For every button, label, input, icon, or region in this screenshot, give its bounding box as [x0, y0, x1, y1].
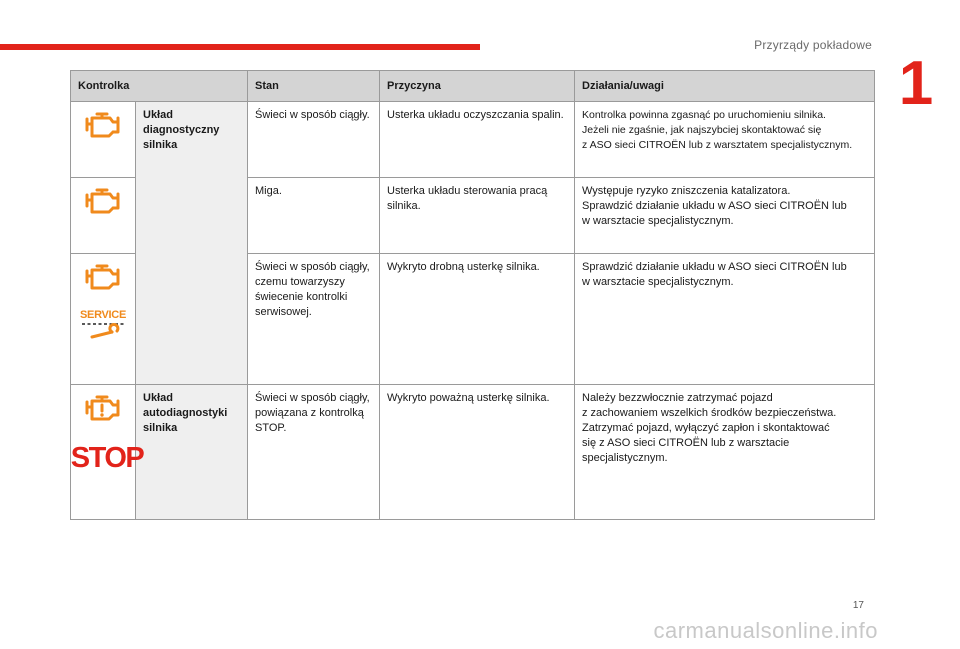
- icon-cell: [71, 102, 136, 178]
- table-row: [71, 385, 875, 520]
- stop-label: STOP: [70, 442, 144, 474]
- action-cell: Sprawdzić działanie układu w ASO sieci CITROËN lub w warsztacie specjalistycznym.: [575, 254, 875, 385]
- chapter-title: Przyrządy pokładowe: [754, 38, 872, 52]
- page-number: 17: [852, 600, 864, 611]
- engine-warning-icon: [82, 184, 124, 218]
- system-label-engine-autodiagnostic: Układ autodiagnostyki silnika: [136, 385, 248, 520]
- icon-cell: [71, 254, 136, 385]
- table-row: [71, 102, 875, 178]
- header-indicator: Kontrolka: [71, 71, 248, 102]
- cause-cell: Wykryto drobną usterkę silnika.: [380, 254, 575, 385]
- cause-cell: Usterka układu sterowania pracą silnika.: [380, 178, 575, 254]
- header-state: Stan: [248, 71, 380, 102]
- service-label: SERVICE: [80, 309, 126, 321]
- cause-cell: Wykryto poważną usterkę silnika.: [380, 385, 575, 520]
- state-cell: Miga.: [248, 178, 380, 254]
- action-cell: Należy bezzwłocznie zatrzymać pojazd z zachowaniem wszelkich środków bezpieczeństwa. Zatrzymać pojazd, wyłączyć zapłon i skontaktować się z ASO sieci CITROËN lub z warsztacie specjalistycznym.: [575, 385, 875, 520]
- chapter-number: 1: [898, 49, 934, 118]
- state-cell: Świeci w sposób ciągły, czemu towarzyszy świecenie kontrolki serwisowej.: [248, 254, 380, 385]
- engine-warning-icon: [82, 260, 124, 294]
- stop-warning-icon: [70, 441, 144, 474]
- icon-cell: [71, 178, 136, 254]
- watermark: carmanualsonline.info: [653, 618, 878, 643]
- engine-autodiagnostic-icon: [82, 391, 124, 425]
- service-wrench-icon: [78, 308, 128, 344]
- system-label-engine-diagnostic: Układ diagnostyczny silnika: [136, 102, 248, 385]
- engine-warning-icon: [82, 108, 124, 142]
- state-cell: Świeci w sposób ciągły.: [248, 102, 380, 178]
- chapter-accent-bar: [0, 44, 480, 50]
- icon-cell: [70, 385, 144, 520]
- state-cell: Świeci w sposób ciągły, powiązana z kontrolką STOP.: [248, 385, 380, 520]
- header-action: Działania/uwagi: [575, 71, 875, 102]
- table-header-row: [71, 71, 875, 102]
- action-cell: Występuje ryzyko zniszczenia katalizatora. Sprawdzić działanie układu w ASO sieci CITROËN lub w warsztacie specjalistycznym.: [575, 178, 875, 254]
- header-cause: Przyczyna: [380, 71, 575, 102]
- action-cell: Kontrolka powinna zgasnąć po uruchomieniu silnika. Jeżeli nie zgaśnie, jak najszybciej skontaktować się z ASO sieci CITROËN lub z warsztatem specjalistycznym.: [575, 102, 875, 178]
- indicator-table: [70, 70, 875, 520]
- cause-cell: Usterka układu oczyszczania spalin.: [380, 102, 575, 178]
